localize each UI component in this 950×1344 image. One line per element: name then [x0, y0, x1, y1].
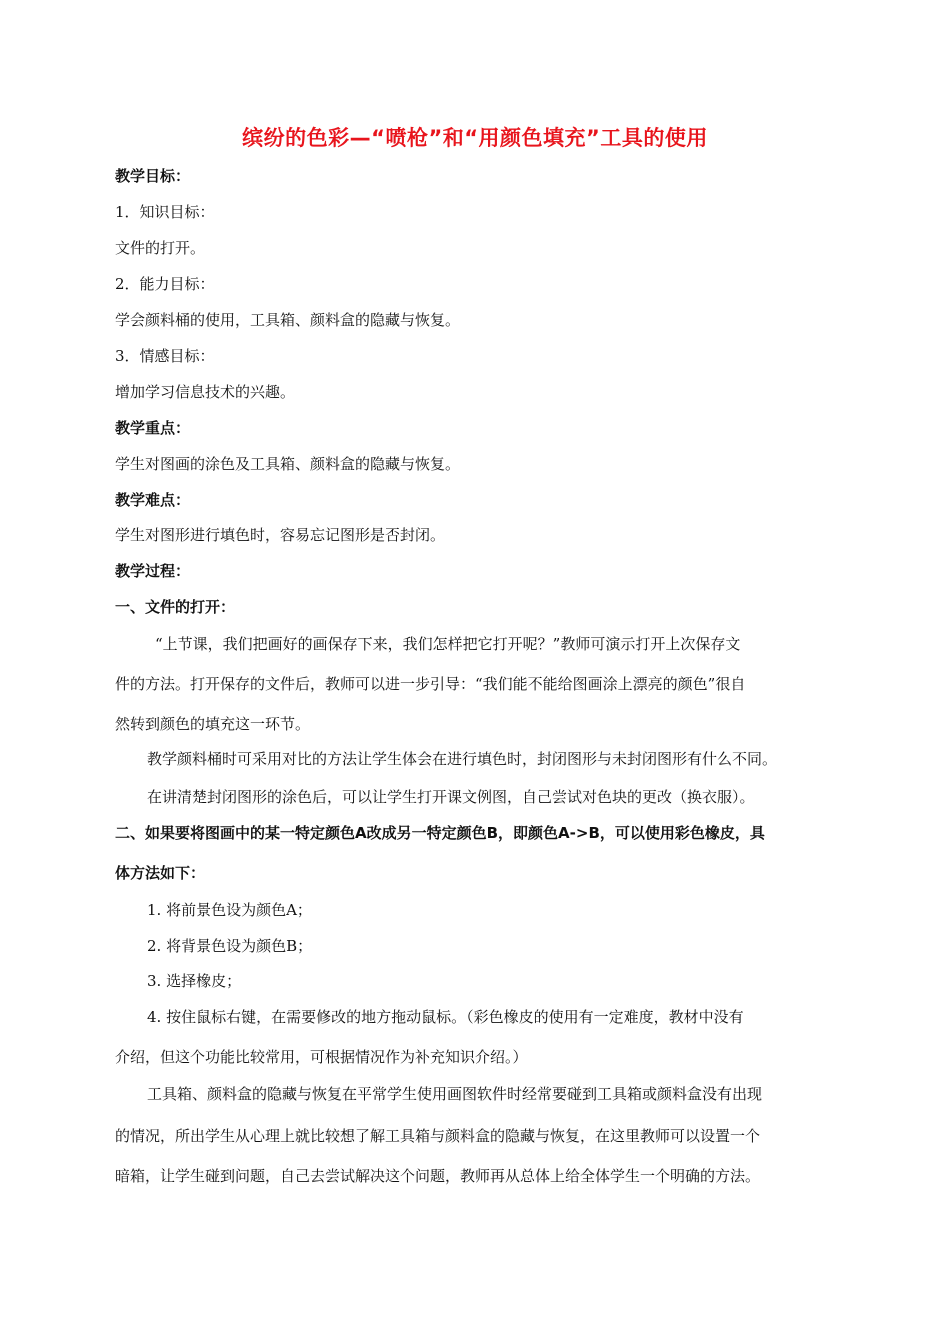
objective-3-text: 增加学习信息技术的兴趣。 [115, 383, 296, 401]
objective-1-text: 文件的打开。 [115, 239, 206, 257]
step-4-line-1: 4. 按住鼠标右键，在需要修改的地方拖动鼠标。（彩色橡皮的使用有一定难度，教材中没有 [147, 1008, 744, 1026]
section-1-paragraph-1-line-2: 件的方法。打开保存的文件后，教师可以进一步引导：“我们能不能给图画涂上漂亮的颜色”很自 [115, 675, 746, 693]
process-heading: 教学过程： [115, 562, 191, 580]
section-1-paragraph-3: 在讲清楚封闭图形的涂色后，可以让学生打开课文例图，自己尝试对色块的更改（换衣服）。 [147, 788, 755, 806]
difficulty-text: 学生对图形进行填色时，容易忘记图形是否封闭。 [115, 526, 446, 544]
closing-paragraph-line-3: 暗箱，让学生碰到问题，自己去尝试解决这个问题，教师再从总体上给全体学生一个明确的方法。 [115, 1167, 761, 1185]
section-2-heading-line-2: 体方法如下： [115, 864, 206, 882]
objectives-heading: 教学目标： [115, 167, 191, 185]
step-2: 2. 将背景色设为颜色B； [147, 937, 313, 955]
objective-2-label: 2．能力目标： [115, 275, 215, 293]
step-4-line-2: 介绍，但这个功能比较常用，可根据情况作为补充知识介绍。） [115, 1048, 528, 1066]
keypoint-text: 学生对图画的涂色及工具箱、颜料盒的隐藏与恢复。 [115, 455, 461, 473]
objective-1-label: 1．知识目标： [115, 203, 215, 221]
section-1-heading: 一、文件的打开： [115, 598, 236, 616]
keypoint-heading: 教学重点： [115, 419, 191, 437]
step-1: 1. 将前景色设为颜色A； [147, 901, 312, 919]
section-1-paragraph-1-line-3: 然转到颜色的填充这一环节。 [115, 715, 311, 733]
closing-paragraph-line-1: 工具箱、颜料盒的隐藏与恢复在平常学生使用画图软件时经常要碰到工具箱或颜料盒没有出现 [147, 1085, 763, 1103]
objective-3-label: 3．情感目标： [115, 347, 215, 365]
objective-2-text: 学会颜料桶的使用，工具箱、颜料盒的隐藏与恢复。 [115, 311, 461, 329]
section-2-heading-line-1: 二、如果要将图画中的某一特定颜色A改成另一特定颜色B，即颜色A->B，可以使用彩色橡皮，具 [115, 824, 765, 842]
closing-paragraph-line-2: 的情况，所出学生从心理上就比较想了解工具箱与颜料盒的隐藏与恢复，在这里教师可以设置一个 [115, 1127, 761, 1145]
step-3: 3. 选择橡皮； [147, 972, 242, 990]
document-title: 缤纷的色彩—“喷枪”和“用颜色填充”工具的使用 [242, 126, 708, 150]
difficulty-heading: 教学难点： [115, 491, 191, 509]
section-1-paragraph-2: 教学颜料桶时可采用对比的方法让学生体会在进行填色时，封闭图形与未封闭图形有什么不同。 [147, 750, 778, 768]
section-1-paragraph-1-line-1: “上节课，我们把画好的画保存下来，我们怎样把它打开呢？”教师可演示打开上次保存文 [155, 635, 741, 653]
